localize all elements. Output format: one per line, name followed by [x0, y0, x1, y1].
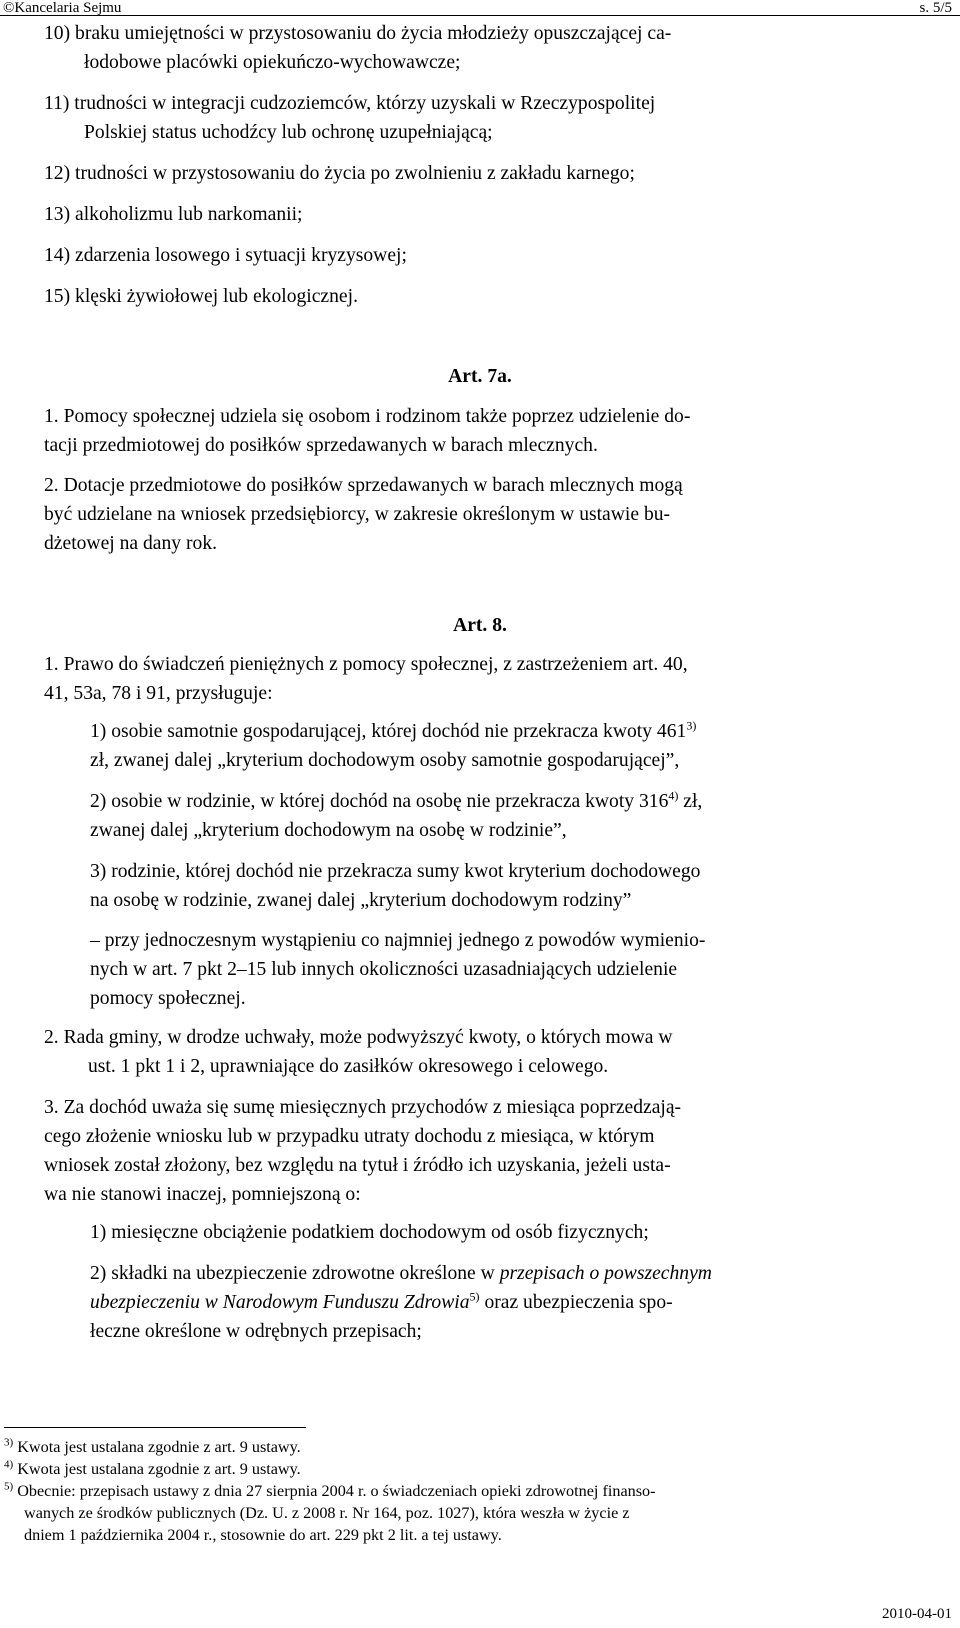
article-7a-paragraph-2	[44, 471, 868, 558]
paragraph-line: dżetowej na dany rok.	[44, 533, 218, 554]
footnote-5	[4, 1480, 870, 1546]
footnote-ref: 5)	[469, 1289, 480, 1304]
clause-line: nych w art. 7 pkt 2–15 lub innych okoliczności uzasadniających udzielenie	[90, 959, 678, 980]
list-item-line: łodobowe placówki opiekuńczo-wychowawcze;	[84, 52, 461, 73]
article-8-title: Art. 8.	[453, 615, 507, 636]
footnote-text: Obecnie: przepisach ustawy z dnia 27 sierpnia 2004 r. o świadczeniach opieki zdrowotnej finanso-	[13, 1482, 656, 1500]
paragraph-line: być udzielane na wniosek przedsiębiorcy, w zakresie określonym w ustawie bu-	[44, 504, 671, 525]
footnote-text: Kwota jest ustalana zgodnie z art. 9 ustawy.	[13, 1460, 301, 1478]
point-text: zł,	[678, 791, 703, 812]
point-text: na osobę w rodzinie, zwanej dalej „kryterium dochodowym rodziny”	[90, 890, 632, 911]
subpoint-text: 2) składki na ubezpieczenie zdrowotne określone w	[90, 1263, 500, 1284]
paragraph-line: 41, 53a, 78 i 91, przysługuje:	[44, 683, 273, 704]
footnote-text: dniem 1 października 2004 r., stosownie do art. 229 pkt 2 lit. a tej ustawy.	[24, 1526, 502, 1544]
list-item-10	[44, 19, 868, 77]
paragraph-line: cego złożenie wniosku lub w przypadku utraty dochodu z miesiąca, w którym	[44, 1126, 655, 1147]
article-7a-paragraph-1	[44, 402, 868, 460]
article-8-paragraph-3	[44, 1093, 868, 1209]
footnote-text: wanych ze środków publicznych (Dz. U. z 2008 r. Nr 164, poz. 1027), która weszła w życie z	[24, 1504, 630, 1522]
list-item-12: 12) trudności w przystosowaniu do życia po zwolnieniu z zakładu karnego;	[44, 163, 635, 184]
footnote-3	[4, 1436, 870, 1458]
article-8-subpoint-1: 1) miesięczne obciążenie podatkiem dochodowym od osób fizycznych;	[90, 1222, 649, 1243]
footnote-text: Kwota jest ustalana zgodnie z art. 9 ustawy.	[13, 1438, 301, 1456]
header-rule	[0, 15, 960, 16]
article-8-paragraph-2	[44, 1023, 868, 1081]
footnote-mark: 3)	[4, 1436, 14, 1449]
article-8-paragraph-1	[44, 650, 868, 708]
article-8-dash-clause	[90, 926, 850, 1013]
legal-reference: przepisach o powszechnym	[499, 1263, 712, 1284]
header-source: ©Kancelaria Sejmu	[3, 0, 122, 16]
footer-date: 2010-04-01	[882, 1606, 952, 1622]
list-item-line: 10) braku umiejętności w przystosowaniu do życia młodzieży opuszczającej ca-	[44, 23, 672, 44]
article-8-point-2	[90, 787, 850, 845]
subpoint-text: łeczne określone w odrębnych przepisach;	[90, 1321, 422, 1342]
list-item-15: 15) klęski żywiołowej lub ekologicznej.	[44, 286, 358, 307]
footnote-ref: 3)	[686, 718, 697, 733]
header-page-number: s. 5/5	[919, 0, 952, 16]
point-text: 3) rodzinie, której dochód nie przekracza sumy kwot kryterium dochodowego	[90, 861, 701, 882]
article-8-point-1	[90, 717, 850, 775]
paragraph-line: ust. 1 pkt 1 i 2, uprawniające do zasiłków okresowego i celowego.	[88, 1056, 609, 1077]
footnote-mark: 5)	[4, 1480, 14, 1493]
footnote-mark: 4)	[4, 1458, 14, 1471]
list-item-14: 14) zdarzenia losowego i sytuacji kryzysowej;	[44, 245, 407, 266]
paragraph-line: 3. Za dochód uważa się sumę miesięcznych przychodów z miesiąca poprzedzają-	[44, 1097, 682, 1118]
footnote-4	[4, 1458, 870, 1480]
legal-reference: ubezpieczeniu w Narodowym Funduszu Zdrowia	[90, 1292, 470, 1313]
clause-line: – przy jednoczesnym wystąpieniu co najmniej jednego z powodów wymienio-	[90, 930, 706, 951]
paragraph-line: 2. Dotacje przedmiotowe do posiłków sprzedawanych w barach mlecznych mogą	[44, 475, 683, 496]
clause-line: pomocy społecznej.	[90, 988, 246, 1009]
paragraph-line: tacji przedmiotowej do posiłków sprzedawanych w barach mlecznych.	[44, 435, 598, 456]
footnote-ref: 4)	[668, 788, 679, 803]
paragraph-line: wniosek został złożony, bez względu na tytuł i źródło ich uzyskania, jeżeli usta-	[44, 1155, 671, 1176]
article-8-point-3	[90, 857, 850, 915]
paragraph-line: wa nie stanowi inaczej, pomniejszoną o:	[44, 1184, 361, 1205]
paragraph-line: 2. Rada gminy, w drodze uchwały, może podwyższyć kwoty, o których mowa w	[44, 1027, 673, 1048]
paragraph-line: 1. Prawo do świadczeń pieniężnych z pomocy społecznej, z zastrzeżeniem art. 40,	[44, 654, 688, 675]
paragraph-line: 1. Pomocy społecznej udziela się osobom i rodzinom także poprzez udzielenie do-	[44, 406, 691, 427]
article-7a-title: Art. 7a.	[448, 366, 512, 387]
article-8-subpoint-2	[90, 1259, 850, 1346]
point-text: 2) osobie w rodzinie, w której dochód na osobę nie przekracza kwoty 316	[90, 791, 669, 812]
point-text: zł, zwanej dalej „kryterium dochodowym osoby samotnie gospodarującej”,	[90, 750, 680, 771]
point-text: zwanej dalej „kryterium dochodowym na osobę w rodzinie”,	[90, 820, 567, 841]
list-item-line: 11) trudności w integracji cudzoziemców, którzy uzyskali w Rzeczypospolitej	[44, 93, 656, 114]
list-item-13: 13) alkoholizmu lub narkomanii;	[44, 204, 303, 225]
list-item-line: Polskiej status uchodźcy lub ochronę uzupełniającą;	[84, 122, 493, 143]
footnote-separator	[4, 1427, 306, 1428]
point-text: 1) osobie samotnie gospodarującej, której dochód nie przekracza kwoty 461	[90, 721, 687, 742]
list-item-11	[44, 89, 868, 147]
subpoint-text: oraz ubezpieczenia spo-	[479, 1292, 673, 1313]
